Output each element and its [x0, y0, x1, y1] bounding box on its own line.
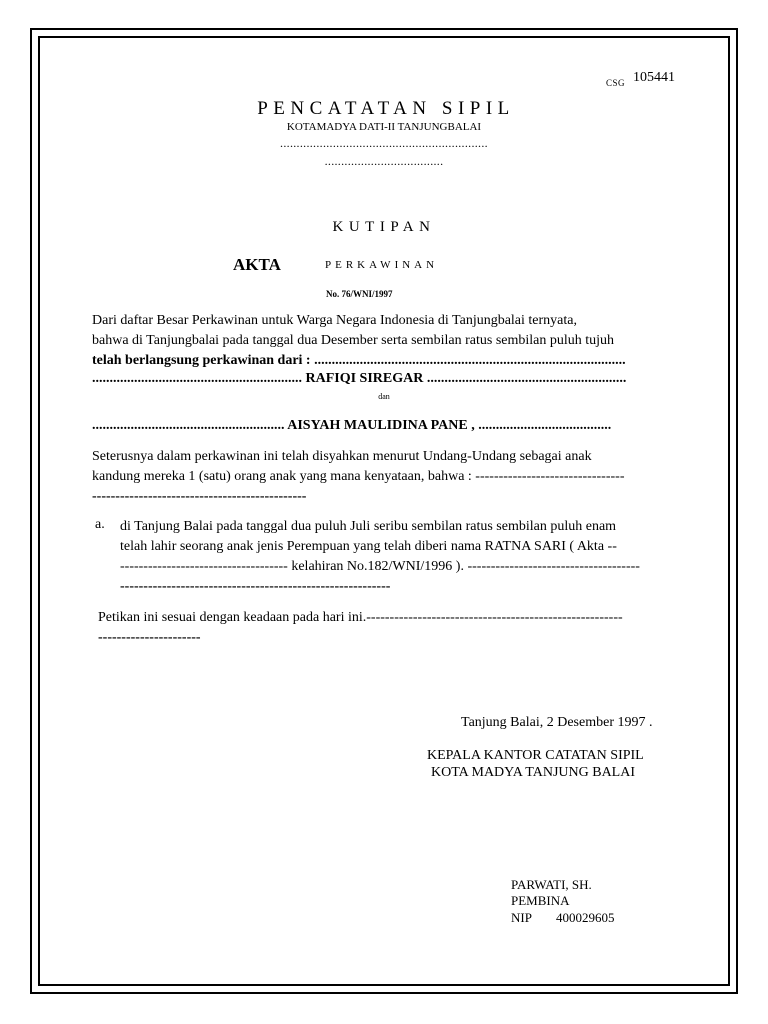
- item-line: di Tanjung Balai pada tanggal dua puluh Juli seribu sembilan ratus sembilan puluh enam: [120, 519, 617, 534]
- signer-title: KOTA MADYA TANJUNG BALAI: [431, 765, 636, 780]
- item-marker: a.: [95, 517, 105, 532]
- dotted-line: ...............................................................: [280, 136, 488, 150]
- groom-name-line: ............................................................ RAFIQI SIREGAR .........................................................: [92, 371, 627, 386]
- serial-number: 105441: [633, 70, 675, 85]
- bride-name-line: ....................................................... AISYAH MAULIDINA PANE , ......................................: [92, 418, 612, 433]
- item-line: telah lahir seorang anak jenis Perempuan yang telah diberi nama RATNA SARI ( Akta --: [120, 539, 617, 554]
- item-paragraph: [120, 517, 676, 597]
- intro-line: Dari daftar Besar Perkawinan untuk Warga Negara Indonesia di Tanjungbalai ternyata,: [92, 313, 577, 328]
- closing-paragraph: [98, 608, 675, 648]
- signer-name: PARWATI, SH.: [511, 877, 592, 892]
- closing-line: Petikan ini sesuai dengan keadaan pada hari ini.-------------------------------------------------------: [98, 610, 623, 625]
- code-label: CSG: [606, 78, 626, 88]
- statement-line: kandung mereka 1 (satu) orang anak yang mana kenyataan, bahwa : --------------------------------: [92, 469, 625, 484]
- inner-border: [38, 36, 730, 986]
- item-line: ------------------------------------ kelahiran No.182/WNI/1996 ). -------------------------------------: [120, 559, 640, 574]
- intro-line: telah berlangsung perkawinan dari : .........................................................................................: [92, 353, 626, 368]
- akta-type: PERKAWINAN: [325, 259, 439, 271]
- document-number: No. 76/WNI/1997: [326, 289, 393, 299]
- nip-value: 400029605: [556, 910, 615, 925]
- closing-line: ----------------------: [98, 630, 201, 645]
- statement-line: ----------------------------------------------: [92, 489, 307, 504]
- dan-label: dan: [378, 392, 390, 401]
- nip-label: NIP: [511, 910, 532, 925]
- dotted-line: ....................................: [324, 154, 444, 168]
- signer-rank: PEMBINA: [511, 893, 570, 908]
- child-statement-paragraph: [92, 447, 675, 507]
- place-date: Tanjung Balai, 2 Desember 1997 .: [461, 715, 653, 730]
- statement-line: Seterusnya dalam perkawinan ini telah disyahkan menurut Undang-Undang sebagai anak: [92, 449, 592, 464]
- document-heading: KUTIPAN: [332, 219, 436, 235]
- office-title: PENCATATAN SIPIL: [257, 98, 515, 119]
- akta-label: AKTA: [233, 255, 281, 274]
- signer-title: KEPALA KANTOR CATATAN SIPIL: [427, 748, 644, 763]
- intro-paragraph: [92, 311, 675, 371]
- intro-line: bahwa di Tanjungbalai pada tanggal dua Desember serta sembilan ratus sembilan puluh tujuh: [92, 333, 615, 348]
- item-line: ----------------------------------------------------------: [120, 579, 391, 594]
- office-subtitle: KOTAMADYA DATI-II TANJUNGBALAI: [286, 121, 482, 133]
